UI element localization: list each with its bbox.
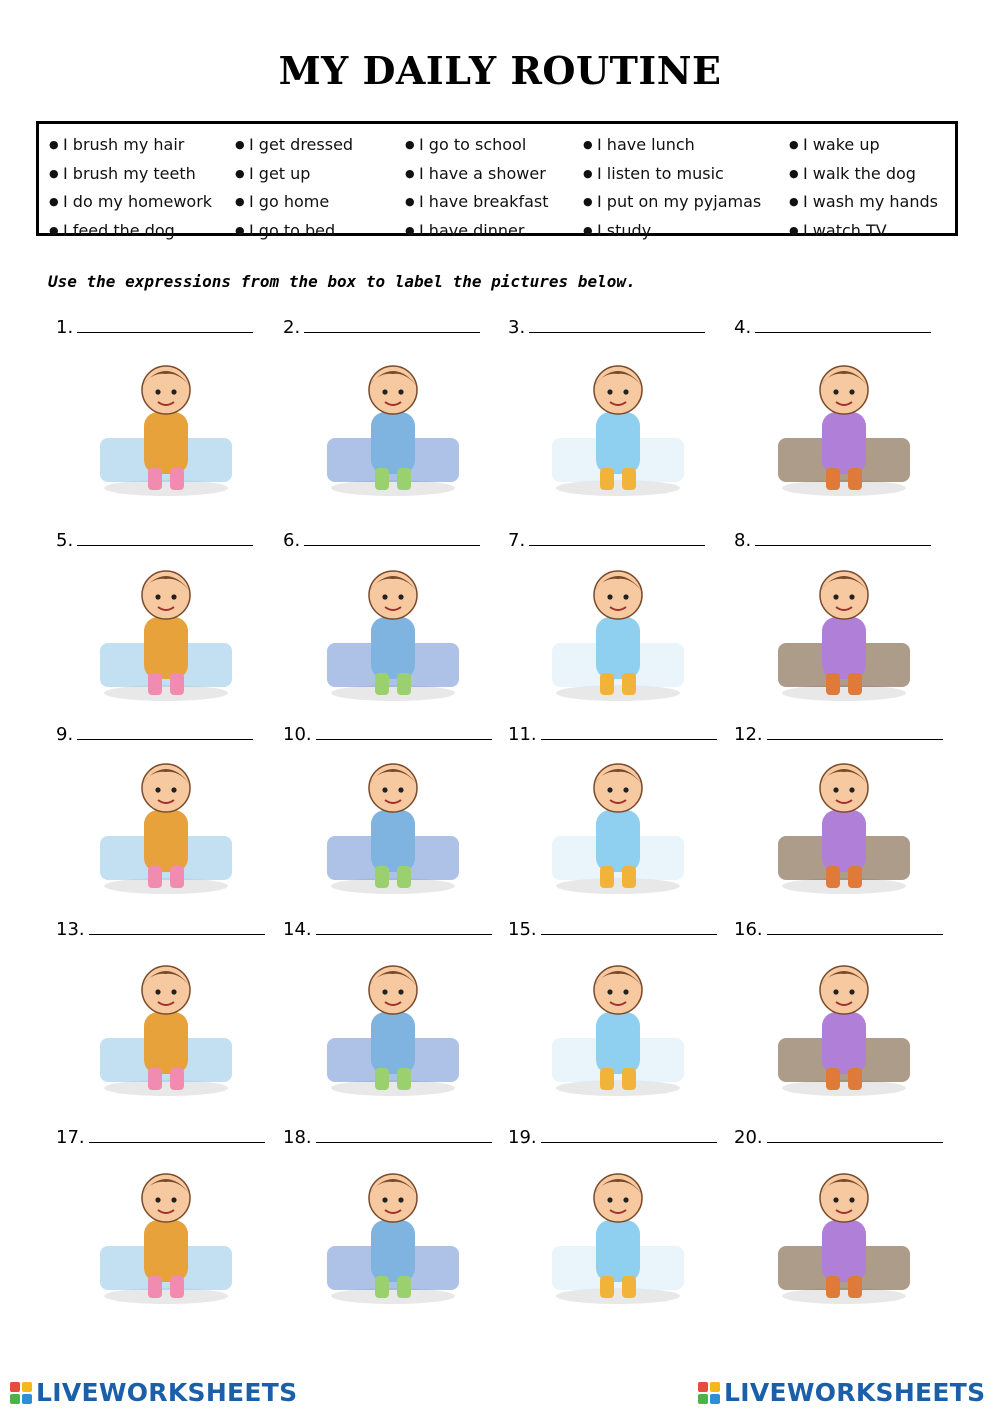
- instructions: Use the expressions from the box to label the pictures below.: [48, 272, 636, 291]
- answer-blank[interactable]: [541, 723, 717, 740]
- answer-blank[interactable]: [541, 918, 717, 935]
- lunch-at-desk-picture: [313, 748, 473, 898]
- listening-music-picture: [313, 1158, 473, 1308]
- word-box-item: ● I put on my pyjamas: [583, 192, 762, 211]
- word-box-item: ● I walk the dog: [789, 163, 916, 183]
- pyjamas-picture: [538, 1158, 698, 1308]
- shower-picture: [538, 350, 698, 500]
- word-box-item: ● I have breakfast: [405, 192, 549, 211]
- word-box-item: ● I wake up: [789, 135, 880, 154]
- worksheet-title: MY DAILY ROUTINE: [278, 48, 722, 93]
- exercise-label: [734, 316, 931, 338]
- answer-blank[interactable]: [755, 316, 931, 333]
- answer-blank[interactable]: [77, 723, 253, 740]
- word-box-item: ● I have a shower: [405, 163, 546, 183]
- logo-block: [10, 1382, 20, 1392]
- studying-picture: [538, 950, 698, 1100]
- word-box-item: ● I go to bed: [235, 220, 336, 240]
- word-box-item: ● I go home: [235, 192, 330, 211]
- answer-blank[interactable]: [77, 316, 253, 333]
- exercise-label: [734, 723, 943, 745]
- answer-blank[interactable]: [304, 529, 480, 546]
- exercise-number: 18.: [283, 1127, 312, 1148]
- exercise-number: 20.: [734, 1127, 763, 1148]
- answer-blank[interactable]: [77, 529, 253, 546]
- word-box-item: ● I have dinner: [405, 220, 525, 240]
- waking-up-picture: [86, 350, 246, 500]
- exercise-label: [734, 918, 943, 940]
- liveworksheets-logo-icon: [10, 1382, 32, 1404]
- exercise-number: 13.: [56, 919, 85, 940]
- word-box-item: ● I listen to music: [583, 163, 724, 183]
- word-box-item: ● I brush my teeth: [49, 163, 196, 183]
- exercise-label: [56, 1126, 265, 1148]
- exercise-number: 4.: [734, 317, 752, 338]
- exercise-label: [508, 316, 705, 338]
- exercise-number: 10.: [283, 724, 312, 745]
- breakfast-picture: [86, 555, 246, 705]
- watching-tv-picture: [764, 950, 924, 1100]
- word-box-column-5: [789, 131, 938, 245]
- school-bus-picture: [764, 555, 924, 705]
- word-box-item: ● I go to school: [405, 135, 527, 154]
- exercise-label: [56, 918, 265, 940]
- word-box-column-4: [583, 131, 761, 245]
- exercise-number: 11.: [508, 724, 537, 745]
- dinner-picture: [86, 1158, 246, 1308]
- logo-block: [10, 1394, 20, 1404]
- exercise-label: [734, 529, 931, 551]
- exercise-number: 19.: [508, 1127, 537, 1148]
- logo-block: [710, 1394, 720, 1404]
- answer-blank[interactable]: [89, 1126, 265, 1143]
- answer-blank[interactable]: [767, 918, 943, 935]
- word-box: [36, 121, 958, 240]
- liveworksheets-logo-icon: [698, 1382, 720, 1404]
- answer-blank[interactable]: [529, 316, 705, 333]
- exercise-number: 12.: [734, 724, 763, 745]
- exercise-label: [56, 529, 253, 551]
- answer-blank[interactable]: [755, 529, 931, 546]
- exercise-number: 9.: [56, 724, 74, 745]
- exercise-number: 5.: [56, 530, 74, 551]
- footer-logo-right: [698, 1378, 985, 1407]
- logo-block: [710, 1382, 720, 1392]
- exercise-label: [508, 1126, 717, 1148]
- washing-hands-picture: [86, 748, 246, 898]
- footer-brand-left: LIVEWORKSHEETS: [36, 1378, 298, 1407]
- answer-blank[interactable]: [529, 529, 705, 546]
- exercise-label: [508, 918, 717, 940]
- exercise-label: [283, 1126, 492, 1148]
- exercise-number: 16.: [734, 919, 763, 940]
- exercise-number: 8.: [734, 530, 752, 551]
- exercise-number: 2.: [283, 317, 301, 338]
- getting-up-picture: [313, 350, 473, 500]
- word-box-item: ● I get dressed: [235, 135, 354, 154]
- answer-blank[interactable]: [89, 918, 265, 935]
- exercise-label: [56, 316, 253, 338]
- exercise-label: [508, 723, 717, 745]
- exercise-label: [283, 529, 480, 551]
- answer-blank[interactable]: [316, 723, 492, 740]
- exercise-label: [508, 529, 705, 551]
- word-box-item: ● I have lunch: [583, 135, 695, 154]
- footer-brand-right: LIVEWORKSHEETS: [724, 1378, 986, 1407]
- answer-blank[interactable]: [316, 918, 492, 935]
- exercise-label: [283, 723, 492, 745]
- answer-blank[interactable]: [316, 1126, 492, 1143]
- exercise-label: [56, 723, 253, 745]
- word-box-item: ● I watch TV: [789, 220, 887, 240]
- answer-blank[interactable]: [767, 1126, 943, 1143]
- exercise-label: [734, 1126, 943, 1148]
- going-home-picture: [538, 748, 698, 898]
- word-box-item: ● I do my homework: [49, 192, 213, 211]
- logo-block: [698, 1382, 708, 1392]
- exercise-number: 17.: [56, 1127, 85, 1148]
- logo-block: [698, 1394, 708, 1404]
- exercise-label: [283, 316, 480, 338]
- word-box-item: ● I study: [583, 220, 652, 240]
- walking-dog-picture: [86, 950, 246, 1100]
- word-box-column-2: [235, 131, 353, 245]
- word-box-column-3: [405, 131, 549, 245]
- word-box-item: ● I get up: [235, 163, 311, 183]
- brushing-teeth-picture: [313, 555, 473, 705]
- exercise-label: [283, 918, 492, 940]
- getting-dressed-picture: [764, 350, 924, 500]
- homework-picture: [313, 950, 473, 1100]
- answer-blank[interactable]: [767, 723, 943, 740]
- exercise-number: 3.: [508, 317, 526, 338]
- word-box-column-1: [49, 131, 212, 245]
- going-to-bed-picture: [764, 1158, 924, 1308]
- logo-block: [22, 1382, 32, 1392]
- exercise-number: 1.: [56, 317, 74, 338]
- answer-blank[interactable]: [304, 316, 480, 333]
- word-box-item: ● I brush my hair: [49, 135, 185, 154]
- word-box-item: ● I feed the dog: [49, 220, 175, 240]
- logo-block: [22, 1394, 32, 1404]
- footer-logo-left: [10, 1378, 297, 1407]
- feeding-dog-picture: [764, 748, 924, 898]
- brushing-hair-picture: [538, 555, 698, 705]
- word-box-item: ● I wash my hands: [789, 192, 938, 211]
- answer-blank[interactable]: [541, 1126, 717, 1143]
- exercise-number: 6.: [283, 530, 301, 551]
- exercise-number: 14.: [283, 919, 312, 940]
- exercise-number: 15.: [508, 919, 537, 940]
- exercise-number: 7.: [508, 530, 526, 551]
